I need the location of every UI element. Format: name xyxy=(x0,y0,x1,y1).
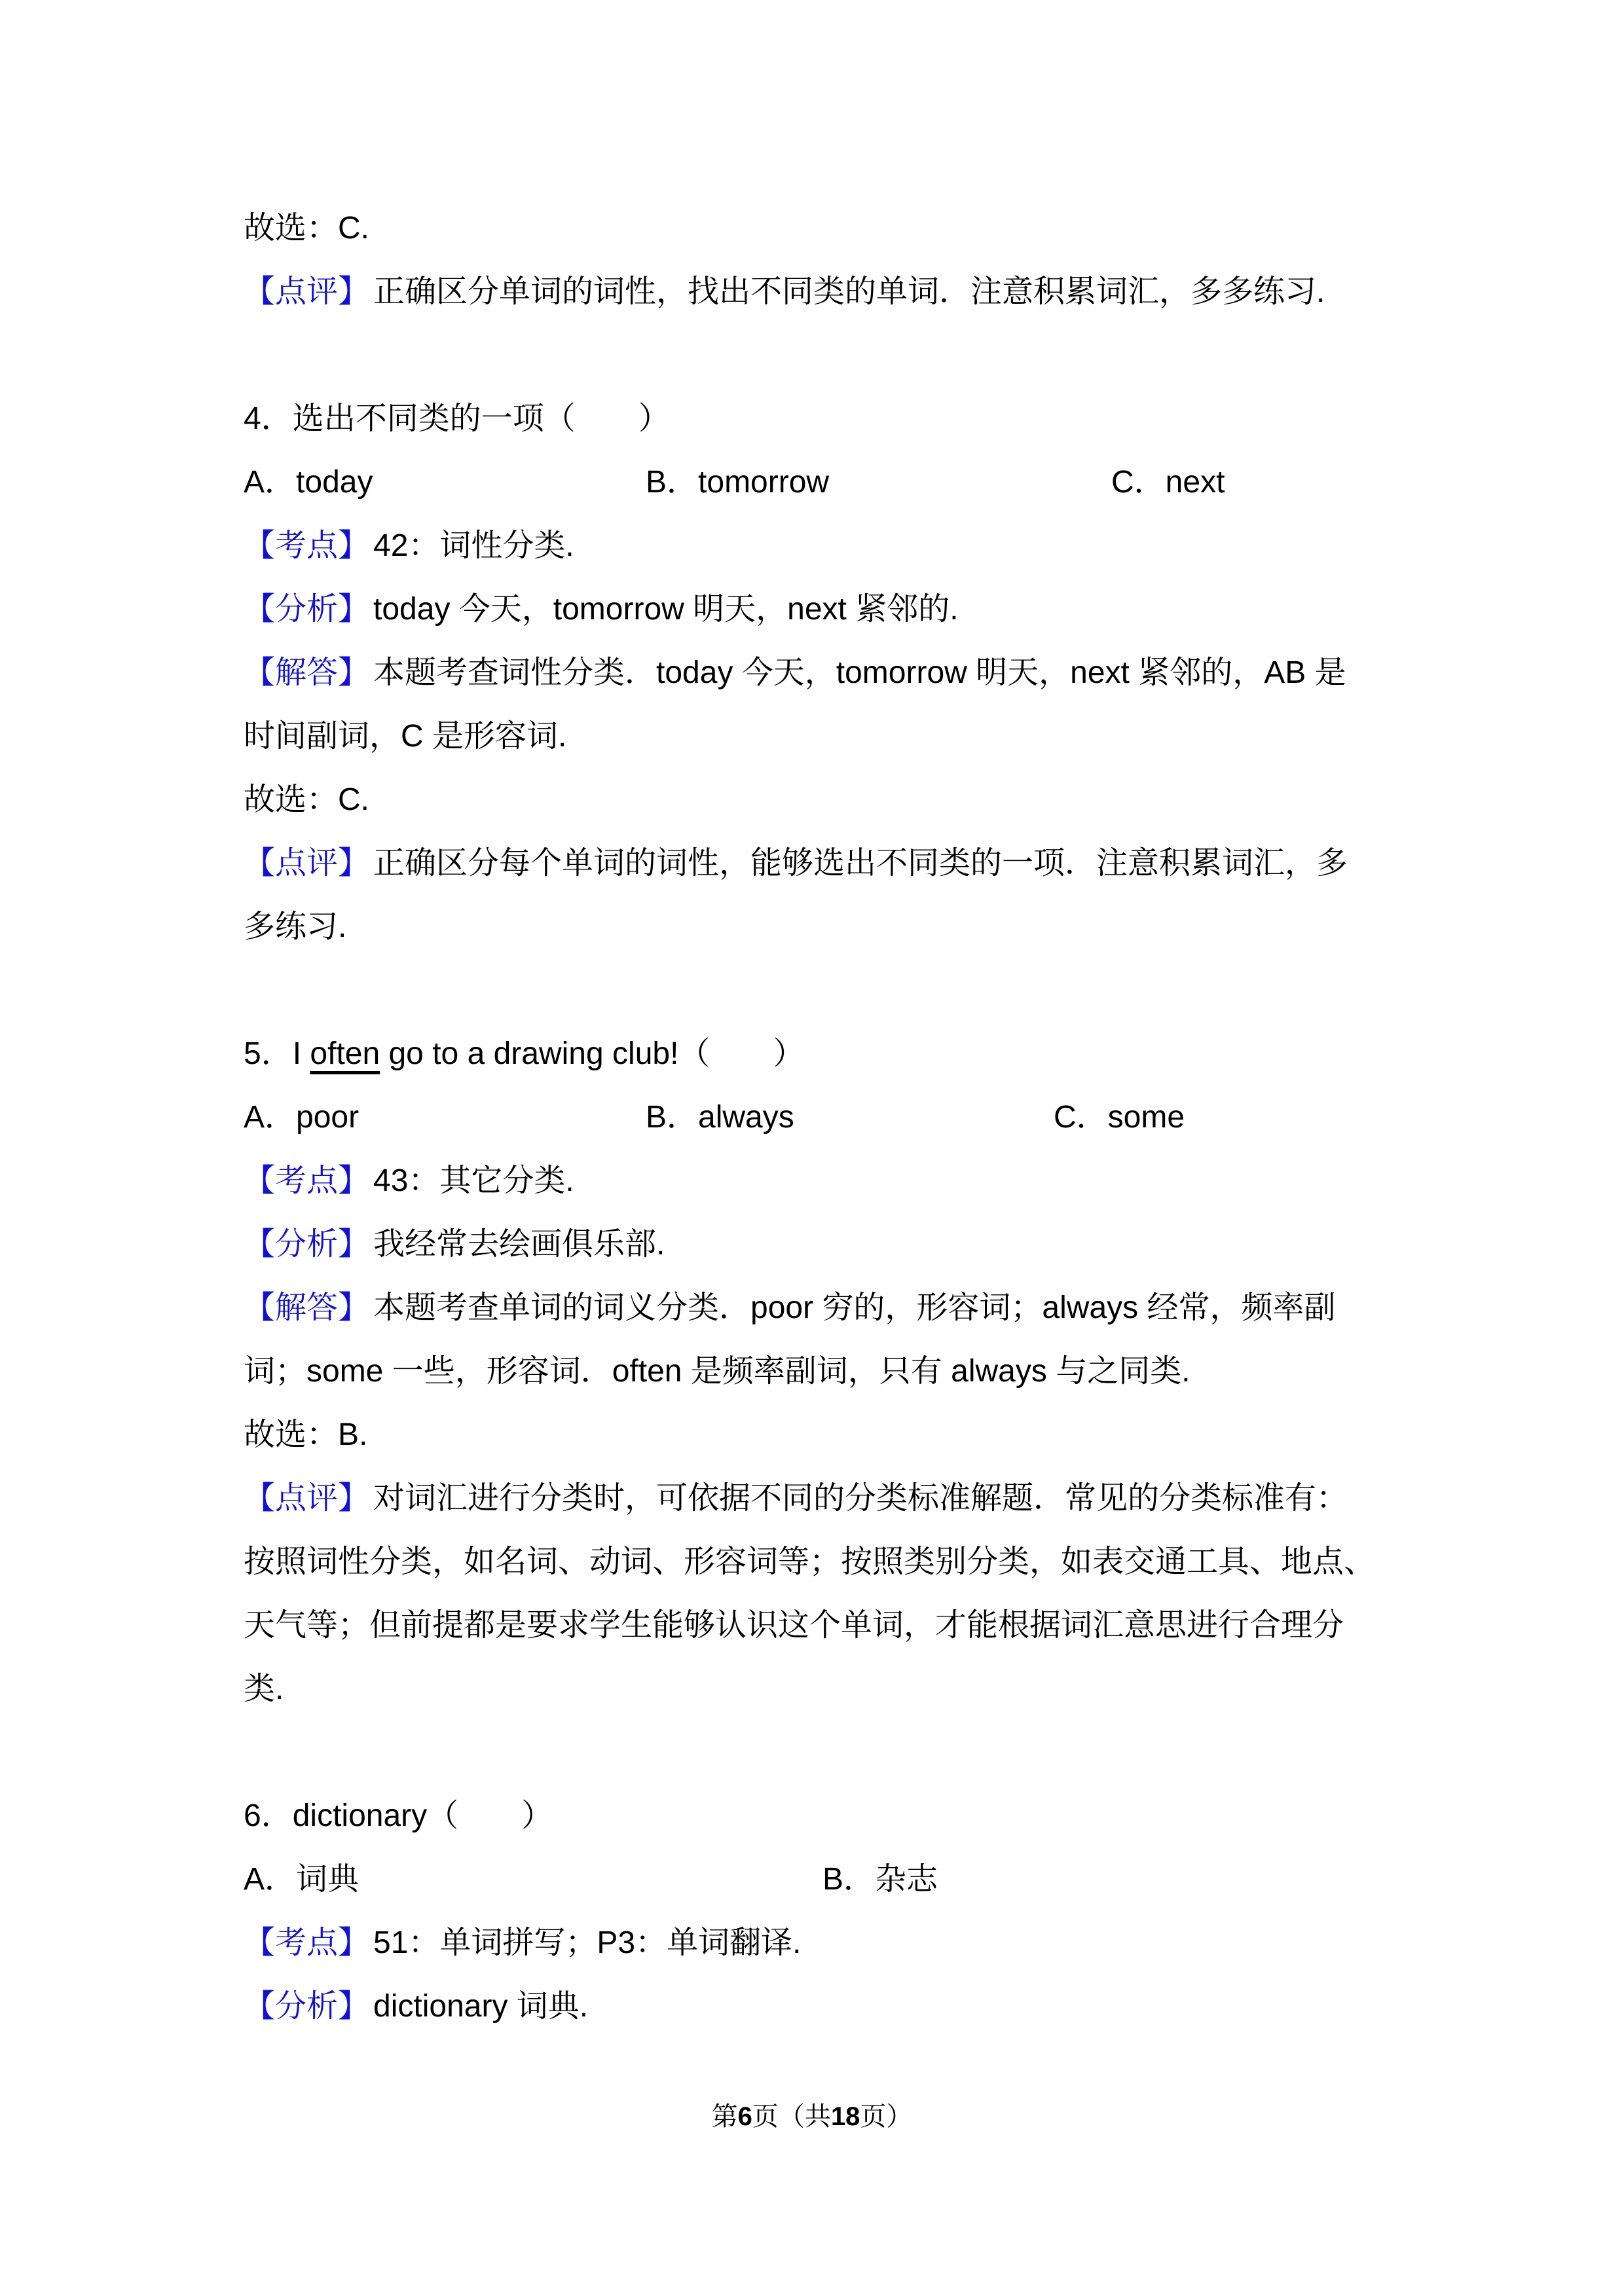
q6-fenxi-line xyxy=(244,1975,1396,2038)
q6-options-row xyxy=(244,1848,1396,1911)
q5-jieda-text-2: 词；some 一些，形容词．often 是频率副词，只有 always 与之同类. xyxy=(244,1354,1190,1389)
q5-fenxi-text: 我经常去绘画俱乐部. xyxy=(373,1227,665,1262)
q5-dianping-text-1: 对词汇进行分类时，可依据不同的分类标准解题．常见的分类标准有： xyxy=(373,1481,1348,1516)
option-word: tomorrow xyxy=(698,465,830,500)
kaodian-label: 【考点】 xyxy=(244,1925,370,1960)
kaodian-label: 【考点】 xyxy=(244,1163,370,1198)
q4-option-a xyxy=(244,450,373,514)
q4-dianping-text-2: 多练习. xyxy=(244,909,347,944)
option-word: 杂志 xyxy=(875,1862,938,1897)
page-footer xyxy=(0,2097,1624,2136)
option-word: today xyxy=(296,465,373,500)
option-word: next xyxy=(1165,465,1225,500)
q4-title-line xyxy=(244,387,1396,450)
option-letter: B． xyxy=(646,1100,699,1135)
dianping-label: 【点评】 xyxy=(244,1481,370,1516)
q4-jieda-line-1 xyxy=(244,641,1396,704)
footer-suffix: 页） xyxy=(860,2102,913,2131)
q4-title: 选出不同类的一项（ ） xyxy=(292,401,670,436)
footer-prefix: 第 xyxy=(711,2102,738,2131)
jieda-label: 【解答】 xyxy=(244,655,370,690)
footer-infix: 页（共 xyxy=(752,2102,831,2131)
option-letter: C． xyxy=(1111,465,1166,500)
q5-number: 5． xyxy=(244,1036,293,1071)
dianping-label: 【点评】 xyxy=(244,274,370,309)
option-letter: A． xyxy=(244,465,297,500)
q4-dianping-text-1: 正确区分每个单词的词性，能够选出不同类的一项．注意积累词汇，多 xyxy=(373,846,1348,881)
q5-dianping-line-2 xyxy=(244,1530,1396,1594)
q5-jieda-text-1: 本题考查单词的词义分类．poor 穷的，形容词；always 经常，频率副 xyxy=(373,1290,1336,1325)
q5-dianping-line-1 xyxy=(244,1467,1396,1530)
option-word: 词典 xyxy=(296,1862,360,1897)
q3-dianping-line xyxy=(244,260,1396,323)
q5-jieda-line-1 xyxy=(244,1276,1396,1339)
q5-answer-line xyxy=(244,1403,1396,1467)
q6-kaodian-line xyxy=(244,1911,1396,1975)
q5-kaodian-line xyxy=(244,1149,1396,1212)
q4-jieda-text-2: 时间副词，C 是形容词. xyxy=(244,719,567,754)
q4-option-c xyxy=(1111,450,1225,514)
q5-title-pre: I xyxy=(292,1036,310,1071)
q4-dianping-line-2 xyxy=(244,895,1396,958)
q5-options-row xyxy=(244,1085,1396,1149)
q3-answer-line xyxy=(244,196,1396,260)
q6-title-line xyxy=(244,1784,1396,1848)
q5-answer-text: 故选：B. xyxy=(244,1417,368,1452)
option-word: poor xyxy=(296,1100,360,1135)
blank-line xyxy=(244,323,1396,387)
q6-fenxi-text: dictionary 词典. xyxy=(373,1989,589,2024)
option-letter: A． xyxy=(244,1100,297,1135)
dianping-label: 【点评】 xyxy=(244,846,370,881)
q6-option-a xyxy=(244,1848,359,1911)
q5-underlined-word: often xyxy=(310,1036,380,1071)
q6-option-b xyxy=(822,1848,938,1911)
q4-number: 4． xyxy=(244,401,293,436)
option-word: always xyxy=(698,1100,794,1135)
q4-answer-text: 故选：C. xyxy=(244,782,370,817)
fenxi-label: 【分析】 xyxy=(244,1989,370,2024)
footer-page-number: 6 xyxy=(737,2102,752,2131)
document-body xyxy=(244,196,1396,2038)
fenxi-label: 【分析】 xyxy=(244,592,370,627)
q5-option-b xyxy=(646,1085,794,1149)
q5-option-c xyxy=(1054,1085,1185,1149)
q4-kaodian-text: 42：词性分类. xyxy=(373,528,574,563)
option-word: some xyxy=(1107,1100,1185,1135)
q5-title-post: go to a drawing club!（ ） xyxy=(380,1036,805,1071)
q4-kaodian-line xyxy=(244,514,1396,577)
q5-dianping-text-4: 类. xyxy=(244,1671,284,1706)
option-letter: B． xyxy=(822,1862,876,1897)
q5-fenxi-line xyxy=(244,1212,1396,1276)
jieda-label: 【解答】 xyxy=(244,1290,370,1325)
q6-number: 6． xyxy=(244,1798,293,1833)
q3-answer-text: 故选：C. xyxy=(244,211,370,246)
q4-dianping-line-1 xyxy=(244,831,1396,895)
q4-fenxi-line xyxy=(244,577,1396,641)
fenxi-label: 【分析】 xyxy=(244,1227,370,1262)
q4-answer-line xyxy=(244,768,1396,831)
kaodian-label: 【考点】 xyxy=(244,528,370,563)
q5-dianping-text-2: 按照词性分类，如名词、动词、形容词等；按照类别分类，如表交通工具、地点、 xyxy=(244,1544,1376,1579)
q4-option-b xyxy=(646,450,829,514)
option-letter: B． xyxy=(646,465,699,500)
q6-kaodian-text: 51：单词拼写；P3：单词翻译. xyxy=(373,1925,802,1960)
q5-dianping-text-3: 天气等；但前提都是要求学生能够认识这个单词，才能根据词汇意思进行合理分 xyxy=(244,1608,1344,1643)
blank-line xyxy=(244,958,1396,1022)
footer-total-pages: 18 xyxy=(830,2102,860,2131)
q4-options-row xyxy=(244,450,1396,514)
q5-kaodian-text: 43：其它分类. xyxy=(373,1163,574,1198)
q4-fenxi-text: today 今天，tomorrow 明天，next 紧邻的. xyxy=(373,592,959,627)
q5-jieda-line-2 xyxy=(244,1339,1396,1403)
q5-option-a xyxy=(244,1085,359,1149)
blank-line xyxy=(244,1721,1396,1784)
option-letter: A． xyxy=(244,1862,297,1897)
q4-jieda-text-1: 本题考查词性分类．today 今天，tomorrow 明天，next 紧邻的，AB 是 xyxy=(373,655,1346,690)
q5-dianping-line-3 xyxy=(244,1594,1396,1657)
q5-title-line xyxy=(244,1022,1396,1085)
q3-dianping-text: 正确区分单词的词性，找出不同类的单词．注意积累词汇，多多练习. xyxy=(373,274,1325,309)
option-letter: C． xyxy=(1054,1100,1108,1135)
q6-title: dictionary（ ） xyxy=(292,1798,553,1833)
q5-dianping-line-4 xyxy=(244,1657,1396,1721)
q4-jieda-line-2 xyxy=(244,704,1396,768)
